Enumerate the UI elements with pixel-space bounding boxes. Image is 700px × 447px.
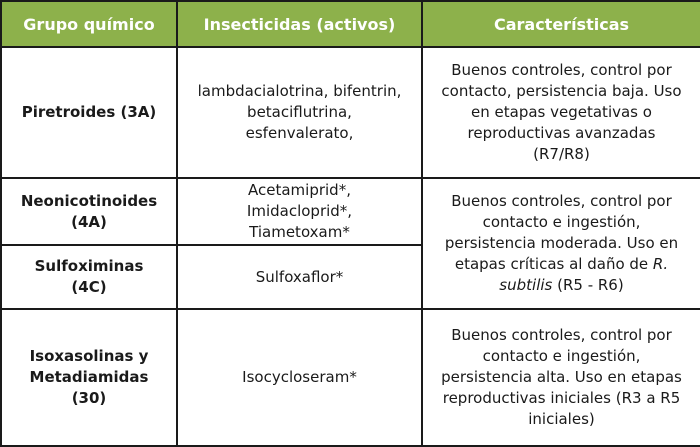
feature-line: contacto, persistencia baja. Uso xyxy=(441,82,682,100)
actives-cell xyxy=(177,309,422,446)
group-cell xyxy=(1,245,177,309)
actives-cell xyxy=(177,245,422,309)
group-cell xyxy=(1,309,177,446)
feature-line: reproductivas avanzadas xyxy=(467,124,656,142)
group-name: Metadiamidas xyxy=(29,368,149,386)
feature-line: persistencia alta. Uso en etapas xyxy=(441,368,682,386)
active-line: Sulfoxaflor* xyxy=(255,267,344,286)
feature-line: etapas críticas al daño de xyxy=(454,255,653,273)
actives-cell xyxy=(177,47,422,178)
feature-line: contacto e ingestión, xyxy=(482,213,641,231)
table-row xyxy=(1,178,700,245)
header-row xyxy=(1,1,700,47)
feature-line: (R5 - R6) xyxy=(552,276,624,294)
group-cell xyxy=(1,178,177,245)
active-line: Isocycloseram* xyxy=(242,368,357,386)
group-name: Sulfoximinas xyxy=(34,257,144,275)
features-cell xyxy=(422,178,700,309)
feature-line: en etapas vegetativas o xyxy=(471,103,652,121)
actives-cell xyxy=(177,178,422,245)
active-line: Acetamiprid*, xyxy=(248,181,351,199)
feature-line: reproductivas iniciales (R3 a R5 xyxy=(442,389,681,407)
features-cell xyxy=(422,47,700,178)
feature-line: (R7/R8) xyxy=(533,145,590,163)
group-code: (30) xyxy=(71,389,107,407)
group-name: Isoxasolinas y xyxy=(29,347,149,365)
feature-line: iniciales) xyxy=(528,410,595,428)
group-code: (4C) xyxy=(71,278,107,296)
feature-line: Buenos controles, control por xyxy=(451,192,672,210)
active-line: betaciflutrina, xyxy=(247,103,352,121)
active-line: esfenvalerato, xyxy=(245,124,354,142)
header-insecticides: Insecticidas (activos) xyxy=(177,1,422,47)
group-code: (4A) xyxy=(71,212,107,231)
active-line: lambdacialotrina, bifentrin, xyxy=(197,82,402,100)
feature-line: Buenos controles, control por xyxy=(451,326,672,344)
feature-line: persistencia moderada. Uso en xyxy=(444,234,679,252)
feature-line: contacto e ingestión, xyxy=(482,347,641,365)
species-genus: R. xyxy=(652,255,669,273)
table-row xyxy=(1,309,700,446)
active-line: Imidacloprid*, xyxy=(246,202,353,220)
table-row xyxy=(1,47,700,178)
group-cell xyxy=(1,47,177,178)
group-name: Piretroides (3A) xyxy=(21,103,157,121)
header-features: Características xyxy=(422,1,700,47)
features-cell xyxy=(422,309,700,446)
feature-line: Buenos controles, control por xyxy=(451,61,672,79)
header-group: Grupo químico xyxy=(1,1,177,47)
active-line: Tiametoxam* xyxy=(249,223,350,241)
group-name: Neonicotinoides xyxy=(20,191,158,210)
species-epithet: subtilis xyxy=(499,276,553,294)
